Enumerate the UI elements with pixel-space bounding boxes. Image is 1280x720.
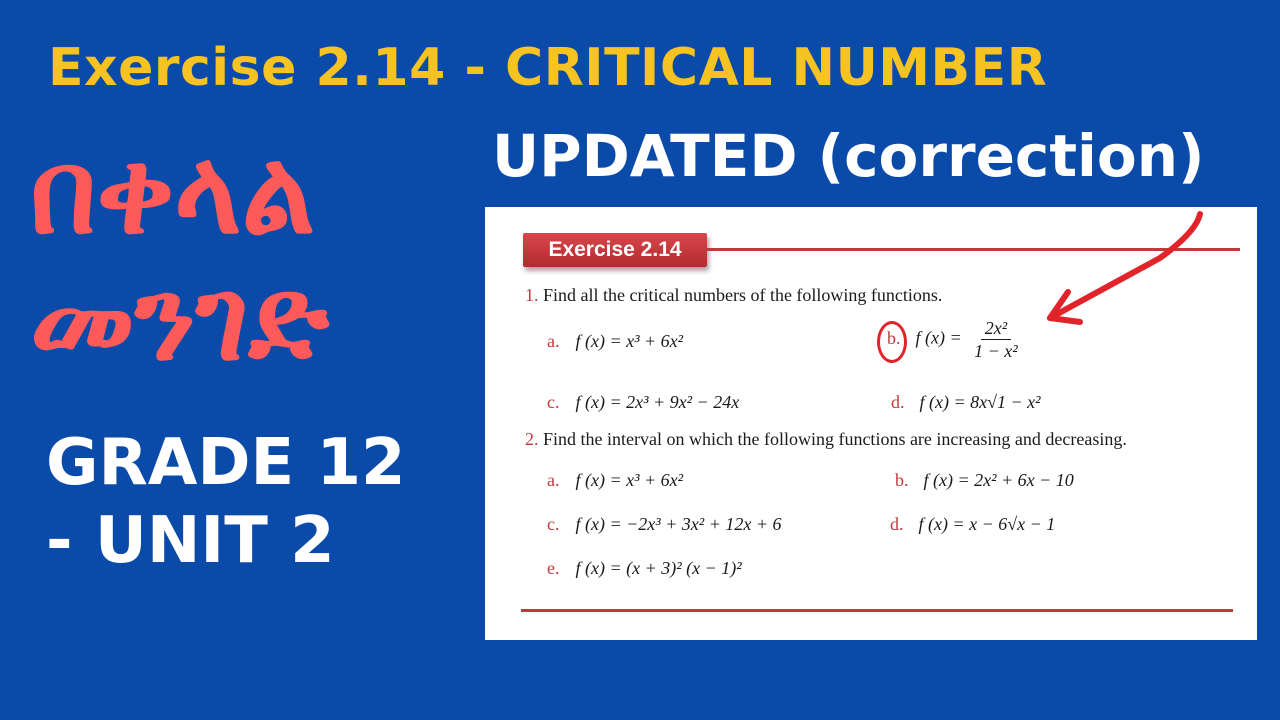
item-expression: f (x) = x³ + 6x² [575, 331, 684, 351]
item-label: d. [891, 392, 905, 412]
item-label: b. [887, 327, 901, 348]
item-expression: f (x) = (x + 3)² (x − 1)² [575, 558, 742, 578]
exercise-badge: Exercise 2.14 [523, 233, 707, 267]
item-expression-lhs: f (x) = [915, 327, 962, 348]
item-label: d. [890, 514, 904, 534]
item-label: c. [547, 392, 560, 412]
question-1-text: Find all the critical numbers of the following functions. [543, 285, 943, 305]
fraction-denominator: 1 − x² [974, 341, 1018, 361]
question-1-number: 1. [525, 285, 539, 305]
fraction-numerator: 2x² [981, 317, 1011, 340]
updated-label: UPDATED (correction) [492, 122, 1205, 190]
item-label: a. [547, 470, 560, 490]
question-2-number: 2. [525, 429, 539, 449]
question-2-text: Find the interval on which the following functions are increasing and decreasing. [543, 429, 1127, 449]
item-label: b. [895, 470, 909, 490]
item-expression: f (x) = x − 6√x − 1 [918, 514, 1056, 534]
item-expression: f (x) = 2x³ + 9x² − 24x [575, 392, 740, 412]
item-label: e. [547, 558, 560, 578]
item-label: c. [547, 514, 560, 534]
item-expression: f (x) = 8x√1 − x² [919, 392, 1041, 412]
grade-line: GRADE 12 [46, 426, 406, 500]
video-title: Exercise 2.14 - CRITICAL NUMBER [48, 38, 1048, 98]
amharic-text-line-1: በቀላል [30, 125, 316, 260]
item-expression: f (x) = 2x² + 6x − 10 [923, 470, 1074, 490]
unit-line: - UNIT 2 [46, 504, 335, 578]
amharic-text-line-2: መንገድ [30, 252, 329, 387]
item-expression: f (x) = x³ + 6x² [575, 470, 684, 490]
item-label: a. [547, 331, 560, 351]
item-expression: f (x) = −2x³ + 3x² + 12x + 6 [575, 514, 782, 534]
